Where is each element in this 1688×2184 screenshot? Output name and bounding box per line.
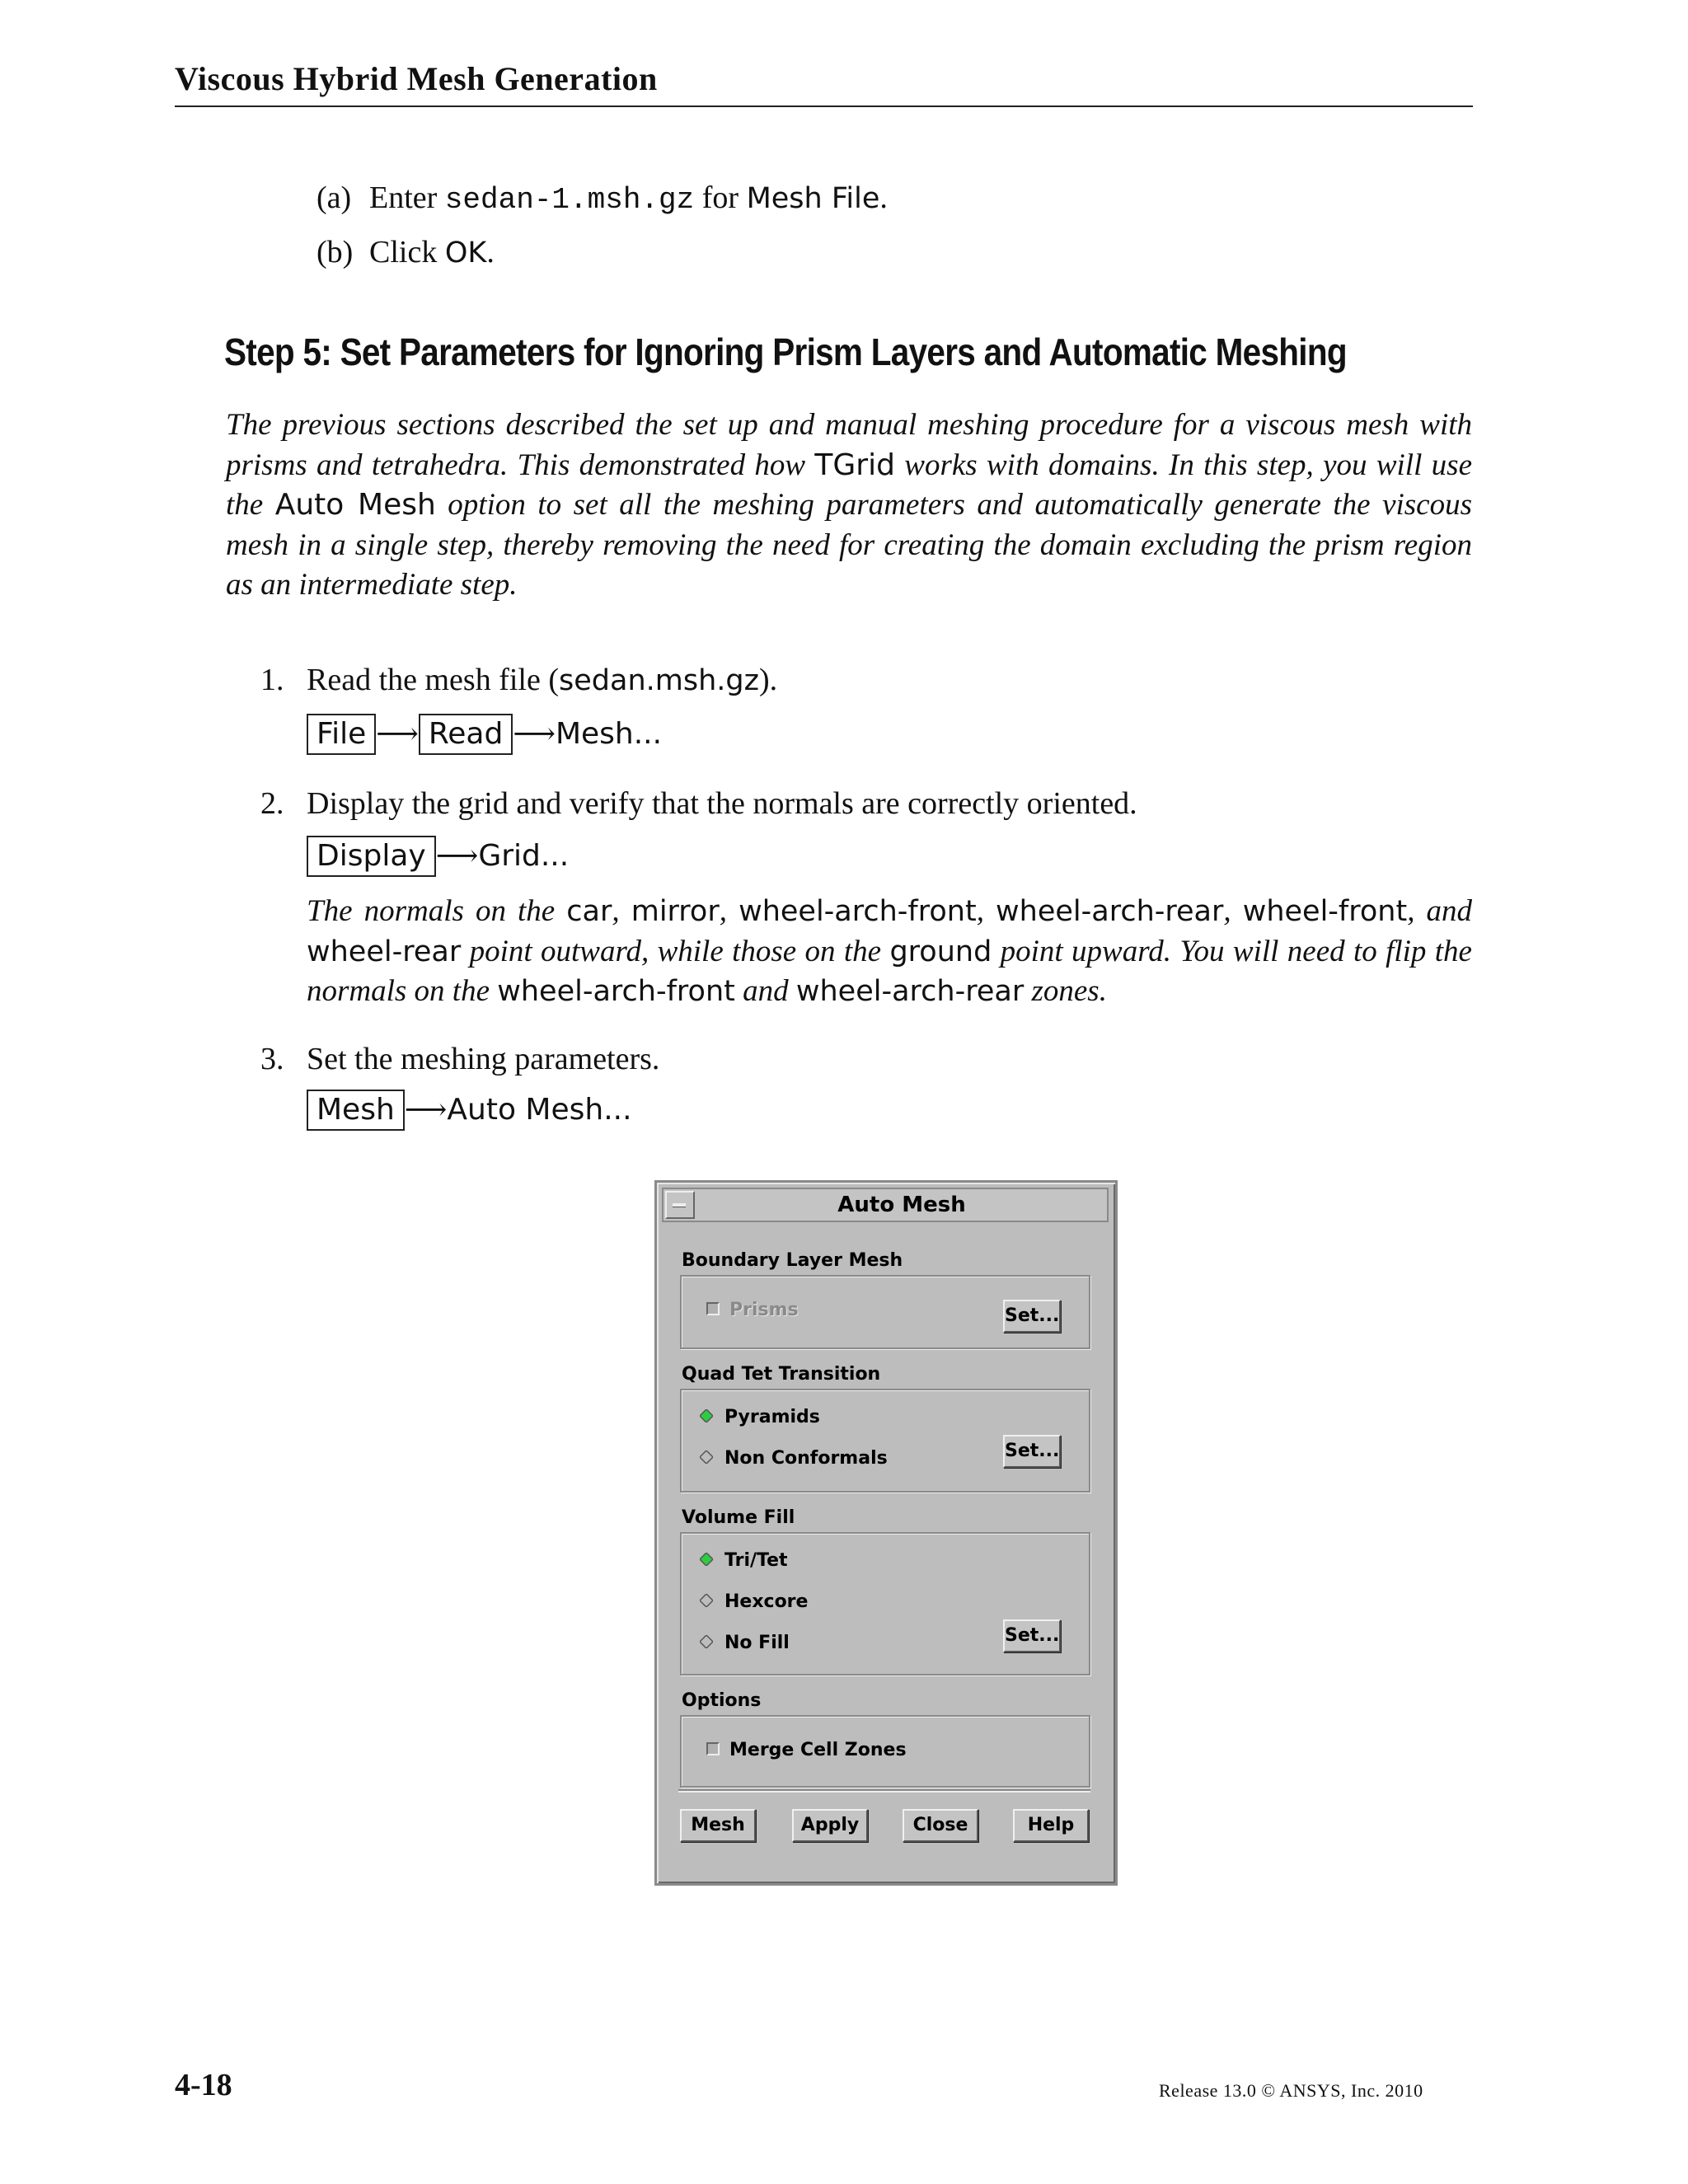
menu-auto-mesh-item[interactable]: Auto Mesh... [447, 1093, 632, 1127]
ok-ui-name: OK [444, 237, 487, 269]
menu-path-read [307, 714, 662, 755]
substep-a: (a) Enter sedan-1.msh.gz for Mesh File. [316, 176, 888, 222]
radio-on-icon [700, 1409, 713, 1422]
menu-grid-item[interactable]: Grid... [478, 839, 570, 873]
help-button[interactable]: Help [1013, 1809, 1089, 1842]
item-number: 3. [260, 1042, 284, 1076]
arrow-icon: ⟶ [404, 1093, 448, 1127]
substep-label: (a) [316, 180, 352, 215]
step-item-2: 2. Display the grid and verify that the normals are correctly oriented. [307, 783, 1137, 824]
dialog-title: Auto Mesh [837, 1193, 966, 1217]
radio-off-icon [700, 1594, 713, 1607]
volume-fill-set-button[interactable]: Set... [1003, 1619, 1061, 1652]
quad-tet-group [680, 1389, 1090, 1493]
running-head: Viscous Hybrid Mesh Generation [175, 60, 658, 97]
volume-fill-label: Volume Fill [682, 1507, 795, 1528]
substep-b: (b) Click OK. [316, 231, 495, 274]
dialog-titlebar[interactable] [662, 1188, 1109, 1222]
menu-file[interactable]: File [307, 714, 376, 755]
radio-hexcore[interactable]: Hexcore [700, 1591, 808, 1612]
item-number: 1. [260, 663, 284, 697]
auto-mesh-dialog [654, 1180, 1118, 1886]
quad-tet-label: Quad Tet Transition [682, 1364, 881, 1385]
release-note: Release 13.0 © ANSYS, Inc. 2010 [1159, 2080, 1423, 2101]
boundary-layer-label: Boundary Layer Mesh [682, 1250, 903, 1271]
normals-note: The normals on the car, mirror, wheel-arch-front, wheel-arch-rear, wheel-front, and wheel-rear point outward, while those on the ground point upward. You will need to flip the normals on the wheel-arch-front and wheel-arch-rear zones. [307, 894, 1473, 1008]
menu-display[interactable]: Display [307, 836, 436, 877]
substep-label: (b) [316, 235, 354, 269]
header-rule [175, 105, 1473, 107]
intro-paragraph: The previous sections described the set up and manual meshing procedure for a viscous mesh with prisms and tetrahedra. This demonstrated how TGrid works with domains. In this step, you will use the Auto Mesh option to set all the meshing parameters and automatically generate the viscous mesh in a single step, thereby removing the need for creating the domain excluding the prism region as an intermediate step. [226, 408, 1473, 602]
merge-cell-zones-checkbox[interactable]: Merge Cell Zones [706, 1740, 907, 1760]
file-name: sedan.msh.gz [559, 664, 759, 697]
boundary-layer-set-button[interactable]: Set... [1003, 1300, 1061, 1333]
radio-no-fill[interactable]: No Fill [700, 1633, 790, 1653]
options-group [680, 1715, 1090, 1788]
window-menu-icon[interactable] [665, 1191, 695, 1219]
radio-non-conformals[interactable]: Non Conformals [700, 1448, 888, 1469]
mesh-button[interactable]: Mesh [680, 1809, 756, 1842]
step-item-1: 1. Read the mesh file (sedan.msh.gz). [307, 659, 777, 701]
checkbox-icon [706, 1302, 720, 1315]
radio-off-icon [700, 1451, 713, 1464]
radio-on-icon [700, 1553, 713, 1566]
menu-mesh-item[interactable]: Mesh... [555, 717, 663, 751]
boundary-layer-group [680, 1275, 1090, 1349]
checkbox-icon [706, 1742, 720, 1755]
arrow-icon: ⟶ [513, 717, 556, 751]
menu-path-mesh [307, 1090, 632, 1131]
arrow-icon: ⟶ [376, 717, 419, 751]
volume-fill-group [680, 1532, 1090, 1675]
radio-tri-tet[interactable]: Tri/Tet [700, 1550, 788, 1571]
arrow-icon: ⟶ [435, 839, 479, 873]
radio-off-icon [700, 1635, 713, 1648]
item-number: 2. [260, 786, 284, 821]
filename-code: sedan-1.msh.gz [444, 183, 695, 217]
apply-button[interactable]: Apply [792, 1809, 868, 1842]
menu-mesh[interactable]: Mesh [307, 1090, 405, 1131]
step-item-3: 3. Set the meshing parameters. [307, 1038, 659, 1080]
quad-tet-set-button[interactable]: Set... [1003, 1435, 1061, 1468]
step-heading: Step 5: Set Parameters for Ignoring Prism Layers and Automatic Meshing [224, 330, 1347, 373]
dialog-separator [678, 1789, 1090, 1793]
options-label: Options [682, 1690, 762, 1711]
menu-path-display [307, 836, 569, 877]
close-button[interactable]: Close [903, 1809, 978, 1842]
prisms-checkbox[interactable]: Prisms [706, 1300, 799, 1320]
page-number: 4-18 [175, 2068, 232, 2102]
ui-field-name: Mesh File [746, 182, 880, 215]
menu-read[interactable]: Read [419, 714, 513, 755]
radio-pyramids[interactable]: Pyramids [700, 1407, 820, 1427]
